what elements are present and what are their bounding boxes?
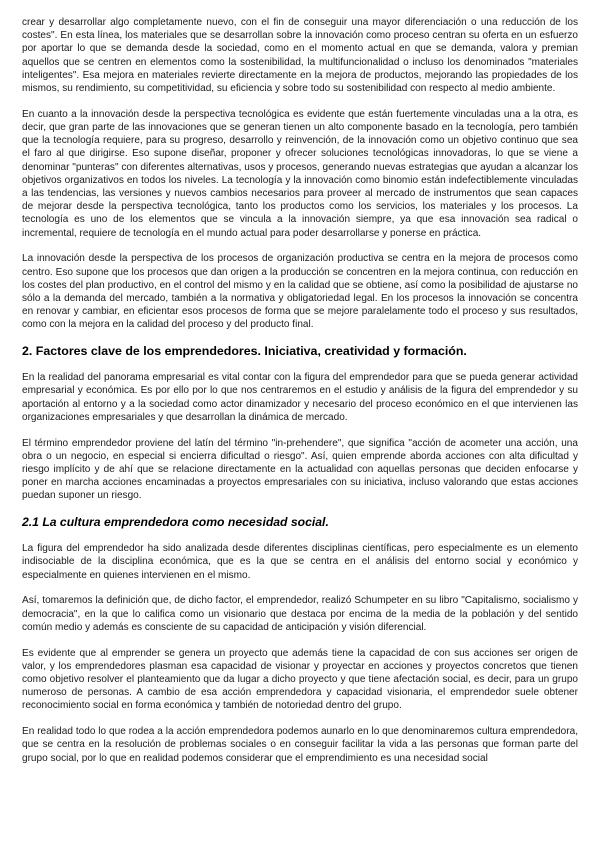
paragraph-entrepreneur-figure: En la realidad del panorama empresarial es vital contar con la figura del emprendedor para que se pueda generar actividad empresarial y económica. Es por ello por lo que nos centraremos en el estudio y análisis de la figura del emprendedor y su aportación al entorno y a la sociedad como actor dinamizador y necesario del proceso económico en el que intervienen las organizaciones empresariales y que desarrollan la dinámica de mercado. <box>22 372 578 423</box>
paragraph-value-creation: Es evidente que al emprender se genera un proyecto que además tiene la capacidad de con sus acciones ser origen de valor, y los emprendedores plasman esa capacidad de visionar y proyectar en acciones y proyectos concretos que tienen como objetivo resolver el planteamiento que da lugar a dicho proyecto y que tiene afectación social, es decir, para un grupo numeroso de personas. A cambio de esa acción emprendedora y capacidad visionaria, el emprendedor suele obtener reconocimiento social en forma económica y también de notoriedad dentro del grupo. <box>22 647 578 712</box>
paragraph-innovation-materials: crear y desarrollar algo completamente nuevo, con el fin de conseguir una mayor diferenciación o una reducción de los costes". En esta línea, los materiales que se desarrollan sobre la innovación como proceso centran su oferta en un esfuerzo por aportar lo que se demanda desde la sociedad, como en el momento actual en que se demanda, valora y premian aquellos que se centren en elementos como la sostenibilidad, la multifuncionalidad o incluso los denominados "materiales inteligentes". Esa mejora en materiales revierte directamente en la mejora de productos, mejorando las propiedades de los mismos, su rendimiento, su competitividad, su eficiencia y sobre todo su sostenibilidad con respecto al medio ambiente. <box>22 17 578 95</box>
paragraph-innovation-technology: En cuanto a la innovación desde la perspectiva tecnológica es evidente que están fuertemente vinculadas una a la otra, es decir, que gran parte de las innovaciones que se generan tienen un alto componente basado en la tecnología, pero también que la tecnología requiere, para su progreso, desarrollo y reinvención, de la innovación como un objetivo continuo que sea el faro al que dirigirse. Eso supone diseñar, proponer y ofrecer soluciones tecnológicas innovadoras, lo que se viene a denominar "punteras" con diferentes alternativas, usos y procesos, generando nuevas estrategias que ayudan a alcanzar los objetivos organizativos en todos los niveles. La tecnología y la innovación como binomio están indefectiblemente vinculadas a las tendencias, las versiones y nuevos cambios necesarios para proveer al mercado de instrumentos que sean capaces de mejorar desde la perspectiva tecnológica, tanto los productos como los servicios, los materiales y los procesos. La tecnología es uno de los elementos que se vincula a la innovación siempre, ya que esa innovación sea radical o incremental, requiere de tecnología en el mundo actual para poder desarrollarse y ponerse en práctica. <box>22 108 578 239</box>
paragraph-entrepreneur-etymology: El término emprendedor proviene del latín del término "in-prehendere", que significa "acción de acometer una acción, una obra o un negocio, en especial si encierra dificultad o riesgo". Así, quien emprende aborda acciones con alta dificultad y riesgo implícito y de ahí que se relacione directamente en la actualidad con aquellas personas que deciden enfocarse y poner en marcha acciones encaminadas a proyectos empresariales con su iniciativa, incluso valorando que estas acciones puedan suponer un riesgo. <box>22 437 578 502</box>
paragraph-schumpeter-definition: Así, tomaremos la definición que, de dicho factor, el emprendedor, realizó Schumpeter en su libro "Capitalismo, socialismo y democracia", en la que lo califica como un visionario que destaca por encima de la media de la población y del sentido común medio y además es consciente de su capacidad de anticipación y visión diferencial. <box>22 595 578 633</box>
paragraph-innovation-processes: La innovación desde la perspectiva de los procesos de organización productiva se centra en la mejora de procesos como centro. Eso supone que los procesos que dan origen a la producción se concentren en la mejora continua, con reducción en los costes del plan productivo, en el control del mismo y en la calidad que se obtiene, así como la posibilidad de ajustarse no sólo a la demanda del mercado, también a la normativa y obligatoriedad legal. En los procesos la innovación se concentra en renovar y cambiar, en eficientar esos procesos de forma que se mejore paralelamente todo el proceso y sus resultados, como con la mejora en la calidad del proceso y del producto final. <box>22 253 578 331</box>
document-page <box>22 16 578 765</box>
paragraph-entrepreneurial-culture: En realidad todo lo que rodea a la acción emprendedora podemos aunarlo en lo que denominaremos cultura emprendedora, que se centra en la resolución de problemas sociales o en conseguir facilitar la vida a las personas que forman parte del grupo social, por lo que en realidad podemos considerar que el emprendimiento es una necesidad social <box>22 726 578 764</box>
paragraph-scientific-disciplines: La figura del emprendedor ha sido analizada desde diferentes disciplinas científicas, pero especialmente es un elemento indisociable de la disciplina económica, que es la que se centra en el análisis del entorno social y económico y especialmente en quienes intervienen en el mismo. <box>22 543 578 581</box>
subsection-heading-entrepreneurial-culture: 2.1 La cultura emprendedora como necesidad social. <box>22 515 329 530</box>
section-heading-key-factors: 2. Factores clave de los emprendedores. Iniciativa, creatividad y formación. <box>22 344 467 359</box>
